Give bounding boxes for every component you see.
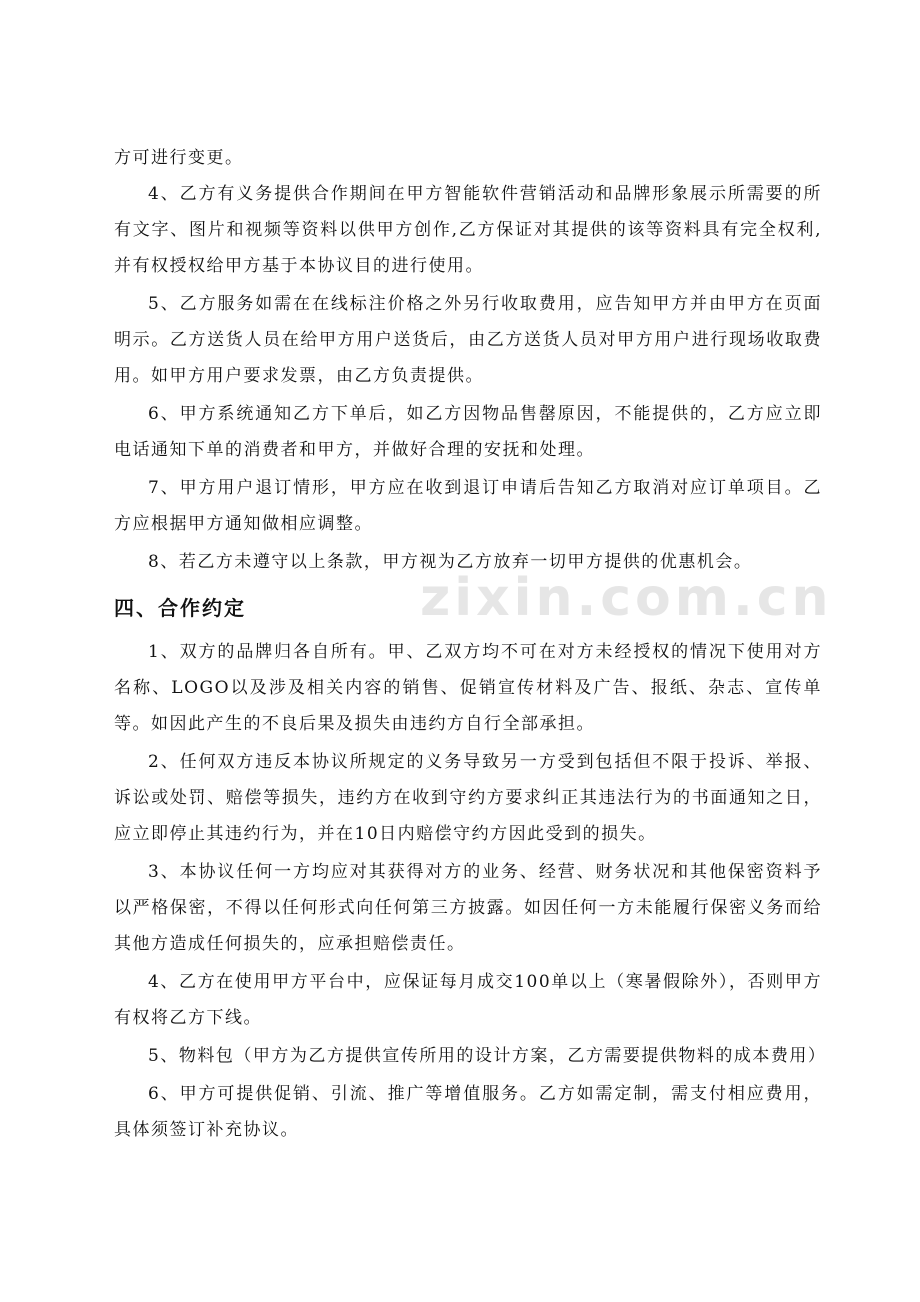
- section3-item-7: 7、甲方用户退订情形，甲方应在收到退订申请后告知乙方取消对应订单项目。乙方应根据甲方通知做相应调整。: [114, 478, 822, 534]
- section4-item-4: 4、乙方在使用甲方平台中，应保证每月成交100单以上（寒暑假除外），否则甲方有权将乙方下线。: [114, 972, 822, 1028]
- section4-heading: 四、合作约定: [114, 596, 246, 620]
- section4-item-6: 6、甲方可提供促销、引流、推广等增值服务。乙方如需定制，需支付相应费用，具体须签订补充协议。: [114, 1084, 822, 1140]
- section4-item-3: 3、本协议任何一方均应对其获得对方的业务、经营、财务状况和其他保密资料予以严格保密，不得以任何形式向任何第三方披露。如因任何一方未能履行保密义务而给其他方造成任何损失的，应承担赔偿责任。: [114, 862, 822, 954]
- section3-item-4: 4、乙方有义务提供合作期间在甲方智能软件营销活动和品牌形象展示所需要的所有文字、图片和视频等资料以供甲方创作,乙方保证对其提供的该等资料具有完全权利,并有权授权给甲方基于本协议目的进行使用。: [114, 184, 822, 276]
- section3-item-8: 8、若乙方未遵守以上条款，甲方视为乙方放弃一切甲方提供的优惠机会。: [148, 552, 753, 572]
- section4-item-1: 1、双方的品牌归各自所有。甲、乙双方均不可在对方未经授权的情况下使用对方名称、LOGO以及涉及相关内容的销售、促销宣传材料及广告、报纸、杂志、宣传单等。如因此产生的不良后果及损失由违约方自行全部承担。: [114, 642, 822, 734]
- document-body: [114, 140, 827, 1148]
- section3-item-5: 5、乙方服务如需在在线标注价格之外另行收取费用，应告知甲方并由甲方在页面明示。乙方送货人员在给甲方用户送货后，由乙方送货人员对甲方用户进行现场收取费用。如甲方用户要求发票，由乙方负责提供。: [114, 294, 822, 386]
- section4-item-2: 2、任何双方违反本协议所规定的义务导致另一方受到包括但不限于投诉、举报、诉讼或处罚、赔偿等损失，违约方在收到守约方要求纠正其违法行为的书面通知之日，应立即停止其违约行为，并在10日内赔偿守约方因此受到的损失。: [114, 752, 822, 844]
- watermark: zixin.com.cn: [420, 568, 833, 628]
- section4-item-5: 5、物料包（甲方为乙方提供宣传所用的设计方案，乙方需要提供物料的成本费用）: [148, 1046, 827, 1066]
- section3-item-6: 6、甲方系统通知乙方下单后，如乙方因物品售罄原因，不能提供的，乙方应立即电话通知下单的消费者和甲方，并做好合理的安抚和处理。: [114, 404, 822, 460]
- section3-continuation: 方可进行变更。: [114, 148, 244, 168]
